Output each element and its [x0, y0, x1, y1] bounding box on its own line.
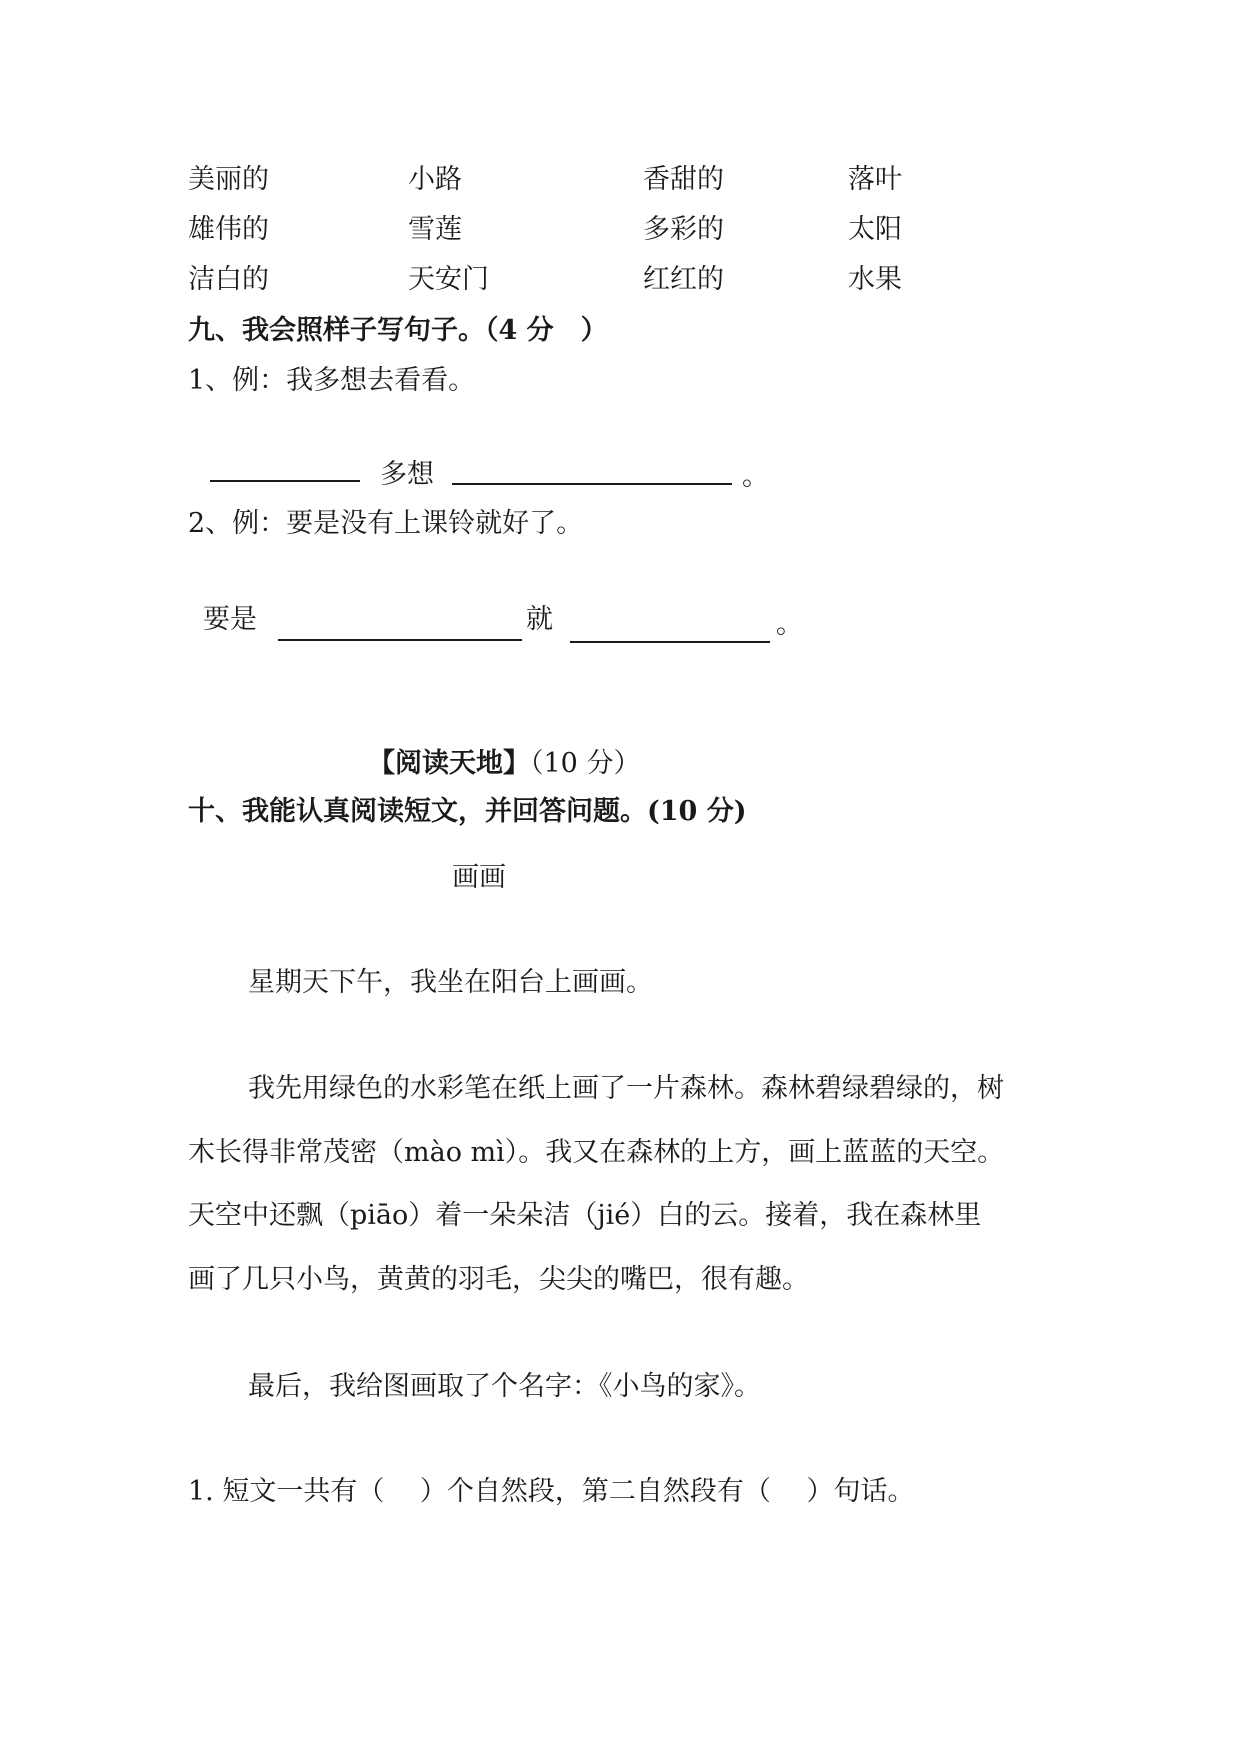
q1-blank-2[interactable]	[452, 483, 732, 485]
match-word-r1c2: 小路	[408, 164, 462, 195]
passage-p2-line-4: 画了几只小鸟，黄黄的羽毛，尖尖的嘴巴，很有趣。	[188, 1264, 809, 1295]
reading-banner-score: （10 分）	[530, 748, 641, 779]
q2-word-a: 要是	[203, 604, 257, 635]
match-word-r3c4: 水果	[848, 264, 902, 295]
q1-blank-1[interactable]	[210, 480, 360, 482]
q2-blank-1[interactable]	[278, 639, 522, 641]
passage-paragraph-3: 最后，我给图画取了个名字：《小鸟的家》。	[248, 1371, 761, 1402]
q1-end: 。	[742, 461, 769, 492]
q2-word-b: 就	[526, 604, 553, 635]
q2-blank-2[interactable]	[570, 641, 770, 643]
match-word-r2c2: 雪莲	[408, 214, 462, 245]
passage-p2-line-3: 天空中还飘（piāo）着一朵朵洁（jié）白的云。接着，我在森林里	[188, 1200, 982, 1231]
passage-p2-line-1: 我先用绿色的水彩笔在纸上画了一片森林。森林碧绿碧绿的，树	[248, 1073, 1004, 1104]
reading-banner	[368, 747, 640, 781]
passage-title: 画画	[452, 862, 506, 893]
match-word-r3c1: 洁白的	[188, 264, 269, 295]
match-word-r2c4: 太阳	[848, 214, 902, 245]
match-word-r1c4: 落叶	[848, 164, 902, 195]
match-word-r1c3: 香甜的	[643, 164, 724, 195]
section9-q2-example: 2、例：要是没有上课铃就好了。	[188, 508, 584, 539]
q1-word: 多想	[380, 459, 434, 490]
match-word-r3c3: 红红的	[643, 264, 724, 295]
passage-paragraph-1: 星期天下午，我坐在阳台上画画。	[248, 967, 653, 998]
match-word-r2c3: 多彩的	[643, 214, 724, 245]
q2-end: 。	[776, 609, 803, 640]
reading-banner-title: 【阅读天地】	[368, 748, 530, 779]
section9-heading: 九、我会照样子写句子。（4 分 ）	[188, 315, 608, 346]
section9-q1-example: 1、例：我多想去看看。	[188, 365, 476, 396]
match-word-r3c2: 天安门	[408, 264, 489, 295]
passage-p2-line-2: 木长得非常茂密（mào mì）。我又在森林的上方，画上蓝蓝的天空。	[188, 1137, 1005, 1168]
match-word-r2c1: 雄伟的	[188, 214, 269, 245]
match-word-r1c1: 美丽的	[188, 164, 269, 195]
section10-heading: 十、我能认真阅读短文，并回答问题。(10 分)	[188, 796, 747, 827]
reading-question-1: 1. 短文一共有（ ）个自然段，第二自然段有（ ）句话。	[188, 1476, 915, 1507]
